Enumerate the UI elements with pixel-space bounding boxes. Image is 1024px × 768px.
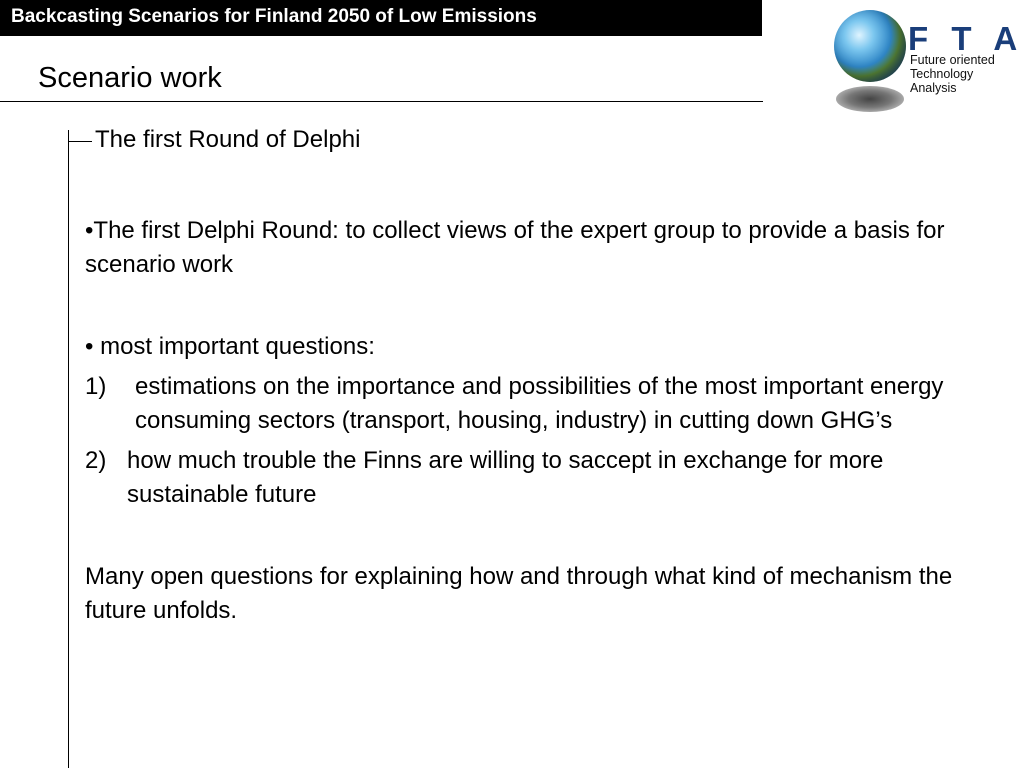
- slide-title: Scenario work: [38, 62, 222, 94]
- list-item: [85, 444, 985, 512]
- title-divider: [0, 101, 763, 102]
- list-item: [85, 370, 985, 438]
- globe-icon: [834, 10, 906, 82]
- fta-logo: [826, 10, 1024, 120]
- bullet-delphi-round: •The first Delphi Round: to collect views of the expert group to provide a basis for scenario work: [85, 217, 945, 278]
- fta-logo-line-1: Future oriented: [910, 53, 995, 67]
- fta-logo-line-3: Analysis: [910, 81, 957, 95]
- list-item-text: how much trouble the Finns are willing to saccept in exchange for more sustainable future: [127, 447, 884, 508]
- heading-tick: [68, 141, 92, 142]
- bullet-important-questions: • most important questions:: [85, 333, 375, 360]
- globe-shadow: [836, 86, 904, 112]
- closing-paragraph: Many open questions for explaining how and through what kind of mechanism the future unfolds.: [85, 563, 953, 624]
- fta-logo-line-2: Technology: [910, 67, 974, 81]
- list-item-number: 1): [85, 373, 107, 400]
- list-item-text: estimations on the importance and possibilities of the most important energy consuming sectors (transport, housing, industry) in cutting down GHG’s: [135, 373, 944, 434]
- header-bar: [0, 0, 762, 36]
- header-bar-title: Backcasting Scenarios for Finland 2050 of Low Emissions: [11, 6, 537, 27]
- left-vertical-rule: [68, 130, 69, 768]
- list-item-number: 2): [85, 447, 107, 474]
- fta-logo-letters: F T A: [908, 20, 1024, 57]
- section-heading: The first Round of Delphi: [95, 126, 361, 153]
- slide-body: [85, 214, 985, 628]
